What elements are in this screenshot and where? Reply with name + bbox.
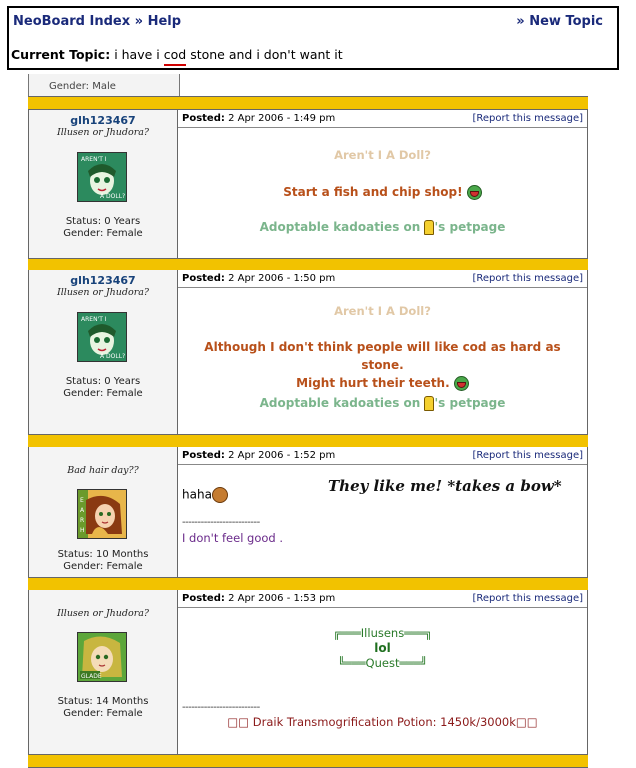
user-status: Status: 0 Years xyxy=(65,376,141,387)
report-message-link[interactable]: [Report this message] xyxy=(472,593,583,604)
post-1 xyxy=(28,110,588,258)
kadoatie-icon xyxy=(424,396,434,411)
signature-adoptable-text[interactable]: Adoptable kadoaties on xyxy=(259,220,421,234)
posted-date-value: 2 Apr 2006 - 1:53 pm xyxy=(228,593,336,604)
current-topic xyxy=(11,47,343,62)
signature-footer xyxy=(178,396,587,411)
signature-footer xyxy=(178,220,587,235)
grin-emoticon-icon xyxy=(467,185,482,200)
breadcrumb-separator: » xyxy=(134,14,144,29)
svg-text:A: A xyxy=(80,507,85,514)
report-message-link[interactable]: [Report this message] xyxy=(472,113,583,124)
posted-label: Posted: xyxy=(182,113,225,124)
previous-post-stub xyxy=(28,74,180,96)
avatar-doll xyxy=(77,152,127,202)
post-divider xyxy=(28,754,588,768)
message-line-2-text: Might hurt their teeth. xyxy=(296,376,450,390)
username-link[interactable]: glh123467 xyxy=(70,274,136,287)
topic-word-cod: cod xyxy=(163,47,187,62)
signature-petpage-text[interactable]: 's petpage xyxy=(434,220,506,234)
post-body xyxy=(178,465,587,577)
post-body xyxy=(178,608,587,754)
breadcrumb xyxy=(13,14,181,29)
posted-date-value: 2 Apr 2006 - 1:49 pm xyxy=(228,113,336,124)
user-title: Illusen or Jhudora? xyxy=(56,287,149,298)
user-title: Illusen or Jhudora? xyxy=(56,608,149,619)
signature-box-bottom: ╚═══Quest═══╝ xyxy=(337,656,428,670)
topic-text-end: stone and i don't want it xyxy=(190,47,343,62)
posted-label: Posted: xyxy=(182,273,225,284)
post-divider xyxy=(28,434,588,448)
post-body xyxy=(178,128,587,258)
user-status: Status: 0 Years xyxy=(65,216,141,227)
message-text xyxy=(188,183,577,201)
user-info xyxy=(29,590,178,754)
avatar-doll xyxy=(77,312,127,362)
username-link[interactable]: glh123467 xyxy=(70,114,136,127)
signature-adoptable-text[interactable]: Adoptable kadoaties on xyxy=(259,396,421,410)
post-content xyxy=(178,590,587,754)
signature-title: Aren't I A Doll? xyxy=(334,304,431,318)
signature-box-top: ╔═══Illusens═══╗ xyxy=(333,626,432,640)
message-text: lol xyxy=(374,641,391,655)
user-status: Status: 10 Months xyxy=(57,549,149,560)
signature-text: □□ Draik Transmogrification Potion: 1450k/3000k□□ xyxy=(227,715,538,729)
user-gender: Gender: Female xyxy=(63,228,143,239)
svg-text:A DOLL?: A DOLL? xyxy=(100,353,126,360)
post-content xyxy=(178,110,587,258)
posted-label: Posted: xyxy=(182,593,225,604)
user-status: Status: 14 Months xyxy=(57,696,149,707)
breadcrumb-help[interactable]: Help xyxy=(147,14,182,29)
current-topic-label: Current Topic: xyxy=(11,47,111,62)
user-title: Illusen or Jhudora? xyxy=(56,127,149,138)
post-header xyxy=(178,110,587,128)
signature-separator: ------------------------- xyxy=(182,702,260,713)
user-gender: Gender: Female xyxy=(63,388,143,399)
kadoatie-icon xyxy=(424,220,434,235)
post-header xyxy=(178,447,587,465)
post-date xyxy=(182,270,335,287)
svg-text:H: H xyxy=(80,527,85,534)
user-info xyxy=(29,110,178,258)
message-board xyxy=(28,74,588,768)
user-title: Bad hair day?? xyxy=(67,465,139,476)
post-2 xyxy=(28,270,588,434)
report-message-link[interactable]: [Report this message] xyxy=(472,450,583,461)
user-gender: Gender: Female xyxy=(63,561,143,572)
svg-text:E: E xyxy=(80,497,84,504)
signature-illusens-quest xyxy=(178,626,587,671)
topic-header xyxy=(7,6,619,70)
user-gender: Gender: Female xyxy=(63,708,143,719)
signature-separator: ------------------------- xyxy=(182,517,260,528)
posted-date-value: 2 Apr 2006 - 1:52 pm xyxy=(228,450,336,461)
message-line: Although I don't think people will like cod as hard as stone. xyxy=(204,340,561,372)
svg-text:GLADE: GLADE xyxy=(81,673,102,680)
posted-label: Posted: xyxy=(182,450,225,461)
svg-text:A DOLL?: A DOLL? xyxy=(100,193,126,200)
new-topic-link[interactable]: » New Topic xyxy=(516,14,603,29)
post-content xyxy=(178,270,587,434)
post-date xyxy=(182,110,335,127)
post-divider xyxy=(28,577,588,591)
message-line: Start a fish and chip shop! xyxy=(283,185,463,199)
message-text xyxy=(188,338,577,392)
post-header xyxy=(178,590,587,608)
signature-title: Aren't I A Doll? xyxy=(334,148,431,162)
post-date xyxy=(182,447,335,464)
post-divider xyxy=(28,96,588,110)
post-4 xyxy=(28,590,588,754)
report-message-link[interactable]: [Report this message] xyxy=(472,273,583,284)
message-line-2 xyxy=(188,374,577,392)
svg-text:AREN'T I: AREN'T I xyxy=(81,316,107,323)
topic-text-start: i have i xyxy=(114,47,160,62)
post-date xyxy=(182,590,335,607)
message-text xyxy=(182,487,228,503)
stub-gender: Gender: Male xyxy=(49,81,116,92)
cookie-emoticon-icon xyxy=(212,487,228,503)
breadcrumb-neoboard-index[interactable]: NeoBoard Index xyxy=(13,14,131,29)
user-info xyxy=(29,447,178,577)
message-line: haha xyxy=(182,487,212,502)
svg-text:AREN'T I: AREN'T I xyxy=(81,156,107,163)
signature-petpage-text[interactable]: 's petpage xyxy=(434,396,506,410)
post-content xyxy=(178,447,587,577)
signature-text: I don't feel good . xyxy=(182,531,284,545)
post-3 xyxy=(28,447,588,577)
post-body xyxy=(178,288,587,434)
user-info xyxy=(29,270,178,434)
avatar-earth-faerie xyxy=(77,489,127,539)
avatar-glade-faerie xyxy=(77,632,127,682)
posted-date-value: 2 Apr 2006 - 1:50 pm xyxy=(228,273,336,284)
signature-graphic-text: They like me! *takes a bow* xyxy=(328,477,562,495)
grin-emoticon-icon xyxy=(454,376,469,391)
post-header xyxy=(178,270,587,288)
svg-text:R: R xyxy=(80,517,85,524)
